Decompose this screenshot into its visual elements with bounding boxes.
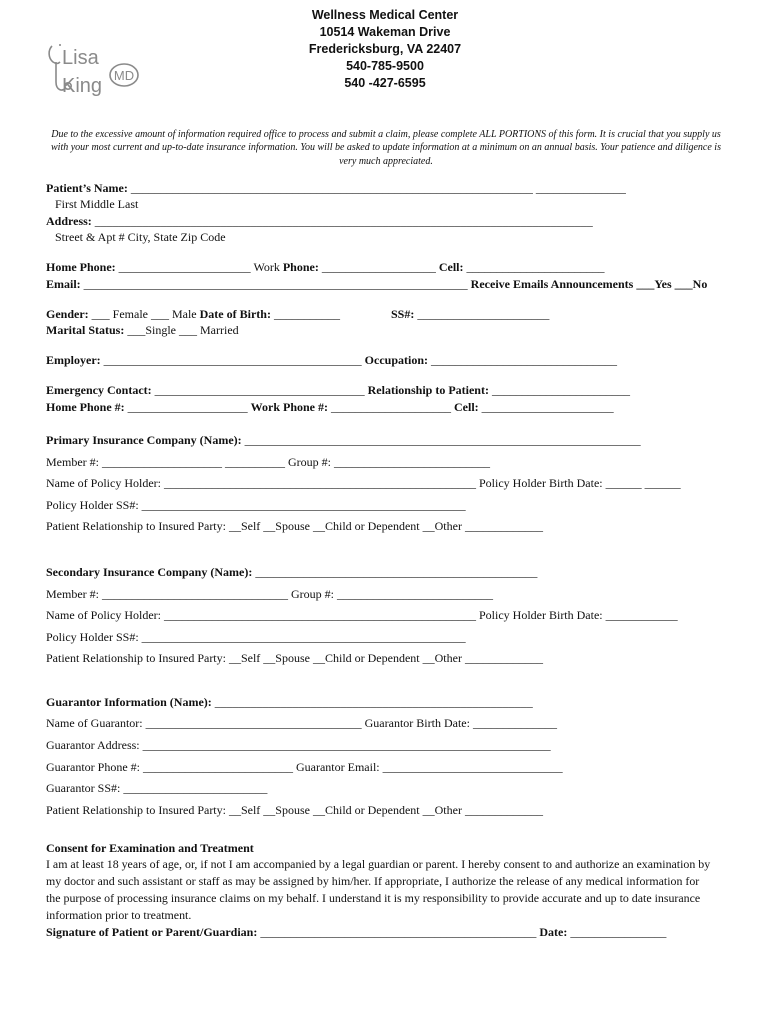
patient-name-hint: First Middle Last <box>55 197 139 211</box>
emergency-work-phone-field[interactable]: ____________________ <box>328 400 454 414</box>
guarantor-address-row <box>46 738 551 752</box>
ssn-label: SS#: <box>391 307 415 321</box>
emergency-home-phone-label: Home Phone #: <box>46 400 125 414</box>
guarantor-contact-row <box>46 760 563 774</box>
work-phone-label-bold: Phone: <box>282 260 319 274</box>
clinic-logo <box>44 40 144 102</box>
receive-emails-option[interactable]: Receive Emails Announcements ___Yes ___No <box>467 277 708 291</box>
secondary-relationship-row[interactable]: Patient Relationship to Insured Party: __Self __Spouse __Child or Dependent __Other _____________ <box>46 651 543 665</box>
address-hint: Street & Apt # City, State Zip Code <box>55 230 226 244</box>
signature-field[interactable]: ______________________________________________ <box>257 925 540 939</box>
primary-member-label: Member #: <box>46 455 102 469</box>
guarantor-dob-label: Guarantor Birth Date: <box>361 716 473 730</box>
secondary-holder-ssn-row <box>46 630 466 644</box>
work-phone-label: Work <box>253 260 280 274</box>
home-phone-field[interactable]: ______________________ <box>115 260 254 274</box>
primary-company-row <box>46 433 641 447</box>
secondary-company-row <box>46 565 537 579</box>
secondary-holder-ssn-field[interactable]: ______________________________________________________ <box>141 630 466 644</box>
secondary-holder-dob-label: Policy Holder Birth Date: <box>475 608 606 622</box>
emergency-contact-row <box>46 383 630 397</box>
primary-holder-label: Name of Policy Holder: <box>46 476 164 490</box>
address-row <box>46 214 593 228</box>
primary-holder-ssn-label: Policy Holder SS#: <box>46 498 142 512</box>
secondary-company-field[interactable]: _______________________________________________ <box>252 565 538 579</box>
guarantor-address-field[interactable]: ____________________________________________________________________ <box>142 738 551 752</box>
ssn-row <box>391 307 549 321</box>
employer-label: Employer: <box>46 353 101 367</box>
home-phone-label: Home Phone: <box>46 260 116 274</box>
secondary-holder-ssn-label: Policy Holder SS#: <box>46 630 142 644</box>
employer-row <box>46 353 617 367</box>
primary-holder-dob-label: Policy Holder Birth Date: <box>475 476 606 490</box>
guarantor-relationship-row[interactable]: Patient Relationship to Insured Party: __Self __Spouse __Child or Dependent __Other _____________ <box>46 803 543 817</box>
primary-group-field[interactable]: __________________________ <box>334 455 490 469</box>
primary-member-field[interactable]: ____________________ __________ <box>102 455 288 469</box>
marital-label: Marital Status: <box>46 323 125 337</box>
guarantor-email-label: Guarantor Email: <box>295 760 383 774</box>
consent-body: I am at least 18 years of age, or, if not I am accompanied by a legal guardian or parent. I hereby consent to and authorize an examination by my doctor and such assistant or staff as may be assigned by him/her. If appropriate, I authorize the release of any medical information for the purpose of processing insurance claims on my behalf. I understand it is my responsibility to provide accurate and up to date insurance information prior to treatment. <box>46 857 711 922</box>
dob-field[interactable]: ___________ <box>270 307 340 321</box>
date-label: Date: <box>539 925 568 939</box>
guarantor-dob-field[interactable]: ______________ <box>472 716 557 730</box>
stethoscope-icon <box>49 46 60 64</box>
gender-row <box>46 307 340 321</box>
primary-holder-ssn-field[interactable]: ______________________________________________________ <box>141 498 466 512</box>
emergency-cell-label: Cell: <box>454 400 479 414</box>
email-row <box>46 277 707 291</box>
logo-last-name: King <box>62 75 103 97</box>
guarantor-ssn-label: Guarantor SS#: <box>46 781 124 795</box>
primary-company-field[interactable]: __________________________________________________________________ <box>241 433 641 447</box>
secondary-member-row <box>46 587 493 601</box>
employer-field[interactable]: ___________________________________________ <box>100 353 365 367</box>
primary-company-label: Primary Insurance Company (Name): <box>46 433 242 447</box>
primary-group-label: Group #: <box>288 455 334 469</box>
logo-md-badge: MD <box>113 68 135 83</box>
marital-options[interactable]: ___Single ___ Married <box>124 323 239 337</box>
guarantor-info-field[interactable]: _____________________________________________________ <box>211 695 533 709</box>
emergency-phone-row <box>46 400 614 414</box>
secondary-holder-dob-field[interactable]: ____________ <box>605 608 678 622</box>
guarantor-name-label: Name of Guarantor: <box>46 716 146 730</box>
emergency-contact-label: Emergency Contact: <box>46 383 152 397</box>
primary-holder-row <box>46 476 681 490</box>
guarantor-phone-label: Guarantor Phone #: <box>46 760 143 774</box>
guarantor-info-row <box>46 695 533 709</box>
clinic-name: Wellness Medical Center <box>311 8 459 22</box>
marital-row <box>46 323 239 337</box>
emergency-home-phone-field[interactable]: ____________________ <box>124 400 251 414</box>
secondary-company-label: Secondary Insurance Company (Name): <box>46 565 253 579</box>
primary-member-row <box>46 455 490 469</box>
date-field[interactable]: ________________ <box>567 925 667 939</box>
gender-options[interactable]: ___ Female ___ Male <box>88 307 200 321</box>
gender-label: Gender: <box>46 307 89 321</box>
relationship-field[interactable]: _______________________ <box>488 383 630 397</box>
guarantor-name-row <box>46 716 557 730</box>
email-label: Email: <box>46 277 81 291</box>
ssn-field[interactable]: ______________________ <box>414 307 550 321</box>
clinic-city: Fredericksburg, VA 22407 <box>308 42 462 56</box>
clinic-phone-2: 540 -427-6595 <box>344 76 426 90</box>
patient-name-row <box>46 181 626 195</box>
secondary-holder-label: Name of Policy Holder: <box>46 608 164 622</box>
guarantor-address-label: Guarantor Address: <box>46 738 143 752</box>
work-phone-field[interactable]: ___________________ <box>318 260 439 274</box>
logo-first-name: Lisa <box>62 47 99 69</box>
guarantor-email-field[interactable]: ______________________________ <box>382 760 563 774</box>
phone-row <box>46 260 604 274</box>
primary-holder-ssn-row <box>46 498 466 512</box>
secondary-member-label: Member #: <box>46 587 102 601</box>
occupation-field[interactable]: _______________________________ <box>428 353 617 367</box>
secondary-group-label: Group #: <box>291 587 337 601</box>
consent-title: Consent for Examination and Treatment <box>46 841 254 855</box>
dob-label: Date of Birth: <box>199 307 271 321</box>
clinic-street: 10514 Wakeman Drive <box>319 25 451 39</box>
guarantor-info-label: Guarantor Information (Name): <box>46 695 212 709</box>
emergency-work-phone-label: Work Phone #: <box>250 400 328 414</box>
clinic-phone-1: 540-785-9500 <box>346 59 424 73</box>
signature-label: Signature of Patient or Parent/Guardian: <box>46 925 258 939</box>
guarantor-phone-field[interactable]: _________________________ <box>142 760 296 774</box>
occupation-label: Occupation: <box>364 353 428 367</box>
emergency-contact-field[interactable]: ___________________________________ <box>151 383 368 397</box>
primary-holder-dob-field[interactable]: ______ ______ <box>605 476 681 490</box>
patient-name-field[interactable]: ___________________________________________________________________ _______________ <box>130 181 626 195</box>
notice-text: Due to the excessive amount of information required office to process and submit a claim, please complete ALL PORTIONS of this form. It is crucial that you supply us with your most current and up-to-date insurance information. You will be asked to update information at a minimum on an annual basis. Your patience and diligence is very much appreciated. <box>51 129 721 167</box>
guarantor-name-field[interactable]: ____________________________________ <box>145 716 362 730</box>
address-label: Address: <box>46 214 92 228</box>
signature-row <box>46 925 666 939</box>
secondary-group-field[interactable]: __________________________ <box>337 587 493 601</box>
primary-relationship-row[interactable]: Patient Relationship to Insured Party: __Self __Spouse __Child or Dependent __Other _____________ <box>46 519 543 533</box>
cell-label: Cell: <box>438 260 464 274</box>
secondary-holder-field[interactable]: ____________________________________________________ <box>163 608 476 622</box>
email-field[interactable]: ________________________________________________________________ <box>80 277 468 291</box>
guarantor-ssn-row <box>46 781 267 795</box>
guarantor-ssn-field[interactable]: ________________________ <box>123 781 268 795</box>
primary-holder-field[interactable]: ____________________________________________________ <box>163 476 476 490</box>
address-field[interactable]: ___________________________________________________________________________________ <box>94 214 593 228</box>
cell-field[interactable]: _______________________ <box>463 260 605 274</box>
secondary-holder-row <box>46 608 678 622</box>
secondary-member-field[interactable]: _______________________________ <box>102 587 291 601</box>
emergency-cell-field[interactable]: ______________________ <box>478 400 614 414</box>
patient-name-label: Patient’s Name: <box>46 181 128 195</box>
relationship-label: Relationship to Patient: <box>367 383 489 397</box>
